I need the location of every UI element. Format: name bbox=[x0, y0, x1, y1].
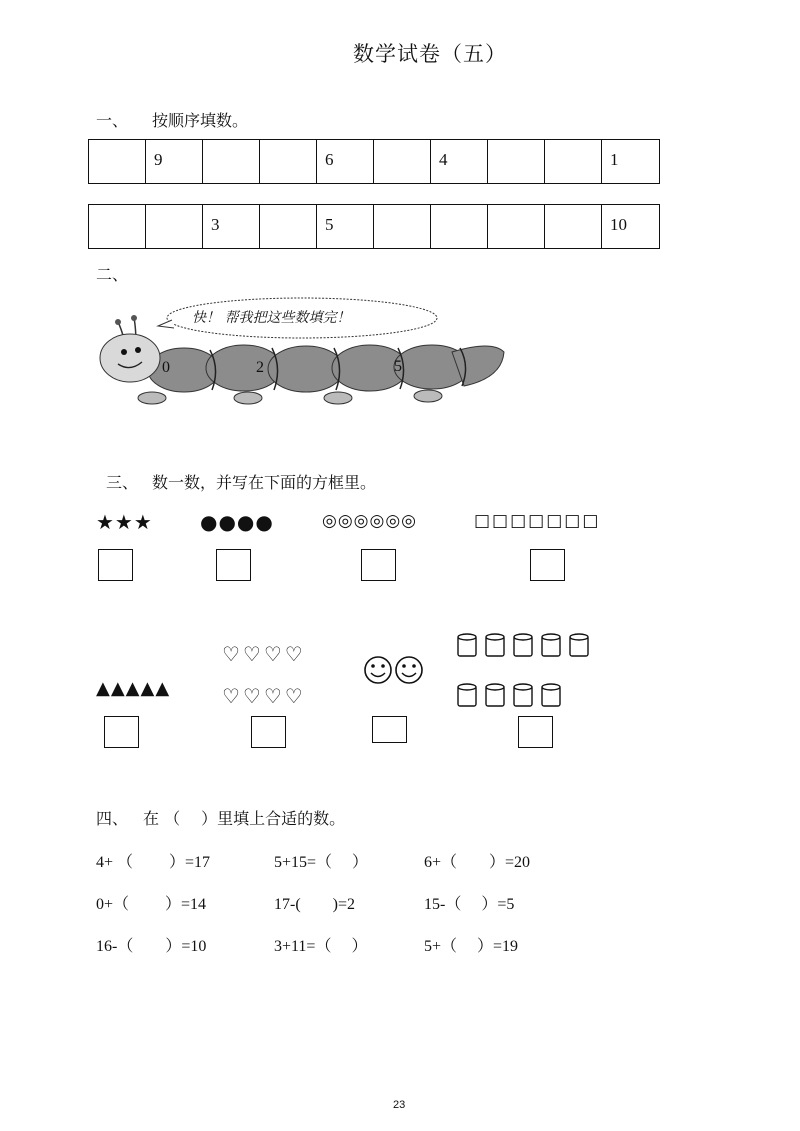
number-row-2 bbox=[88, 204, 660, 249]
equation[interactable]: 0+（ ）=14 bbox=[96, 896, 207, 913]
number-cell[interactable]: 3 bbox=[203, 205, 260, 248]
cylinder-icon bbox=[456, 632, 596, 660]
heart-group-row1: ♡♡♡♡ bbox=[222, 642, 306, 666]
section3-label: 三、 bbox=[106, 473, 139, 492]
answer-box[interactable] bbox=[530, 549, 565, 581]
number-cell[interactable]: 4 bbox=[431, 140, 488, 183]
number-cell[interactable] bbox=[203, 140, 260, 183]
equation[interactable]: 6+（ ）=20 bbox=[424, 854, 531, 871]
section3-instruction: 数一数，并写在下面的方框里。 bbox=[152, 473, 377, 492]
smiley-group bbox=[363, 654, 425, 692]
number-cell[interactable] bbox=[545, 205, 602, 248]
number-cell[interactable]: 10 bbox=[610, 215, 627, 234]
cylinder-group-row1 bbox=[456, 632, 596, 664]
smiley-icon bbox=[396, 657, 422, 683]
number-cell[interactable]: 9 bbox=[146, 140, 203, 183]
smiley-icon bbox=[365, 657, 391, 683]
answer-box[interactable] bbox=[372, 716, 407, 743]
number-row-1 bbox=[88, 139, 660, 184]
section1-instruction: 按顺序填数。 bbox=[152, 111, 249, 130]
number-cell[interactable] bbox=[374, 140, 431, 183]
heart-group-row2: ♡♡♡♡ bbox=[222, 684, 306, 708]
equation[interactable]: 15-（ ）=5 bbox=[424, 896, 515, 913]
section4-label: 四、 bbox=[96, 809, 129, 828]
number-cell[interactable] bbox=[146, 205, 203, 248]
speech-bubble-text: 快！ 帮我把这些数填完！ bbox=[192, 310, 351, 326]
answer-box[interactable] bbox=[518, 716, 553, 748]
number-cell[interactable] bbox=[260, 205, 317, 248]
answer-box[interactable] bbox=[361, 549, 396, 581]
answer-box[interactable] bbox=[216, 549, 251, 581]
number-cell[interactable] bbox=[545, 140, 602, 183]
square-group: □□□□□□□ bbox=[474, 511, 601, 531]
caterpillar-number: 5 bbox=[394, 358, 402, 375]
number-cell[interactable] bbox=[431, 205, 488, 248]
number-cell[interactable]: 1 bbox=[610, 150, 619, 169]
caterpillar-number: 0 bbox=[162, 359, 170, 376]
number-cell[interactable] bbox=[89, 140, 146, 183]
answer-box[interactable] bbox=[98, 549, 133, 581]
number-cell[interactable] bbox=[488, 140, 545, 183]
caterpillar-illustration bbox=[92, 292, 512, 412]
page-number: 23 bbox=[393, 1099, 406, 1111]
page-title: 数学试卷（五） bbox=[353, 42, 507, 66]
number-cell[interactable]: 6 bbox=[317, 140, 374, 183]
double-circle-group: ◎◎◎◎◎◎ bbox=[322, 511, 418, 531]
cylinder-icon bbox=[456, 682, 568, 710]
answer-box[interactable] bbox=[251, 716, 286, 748]
equation[interactable]: 5+15=（ ） bbox=[274, 854, 369, 871]
answer-box[interactable] bbox=[104, 716, 139, 748]
equation[interactable]: 16-（ ）=10 bbox=[96, 938, 207, 955]
section4-instruction: 在 （ ）里填上合适的数。 bbox=[143, 809, 346, 828]
equation[interactable]: 3+11=（ ） bbox=[274, 938, 368, 955]
caterpillar-number: 2 bbox=[256, 359, 264, 376]
number-cell[interactable] bbox=[260, 140, 317, 183]
number-cell[interactable] bbox=[89, 205, 146, 248]
section2-label: 二、 bbox=[96, 265, 129, 284]
number-cell[interactable]: 5 bbox=[317, 205, 374, 248]
star-group: ★★★ bbox=[96, 510, 153, 534]
number-cell[interactable] bbox=[374, 205, 431, 248]
triangle-group: ▲▲▲▲▲ bbox=[96, 678, 171, 699]
equation[interactable]: 5+（ ）=19 bbox=[424, 938, 519, 955]
section1-label: 一、 bbox=[96, 111, 129, 130]
equation[interactable]: 4+ （ ）=17 bbox=[96, 854, 211, 871]
equation[interactable]: 17-( )=2 bbox=[274, 896, 356, 913]
number-cell[interactable] bbox=[488, 205, 545, 248]
cylinder-group-row2 bbox=[456, 682, 568, 714]
filled-circle-group: ●●●● bbox=[200, 510, 274, 534]
